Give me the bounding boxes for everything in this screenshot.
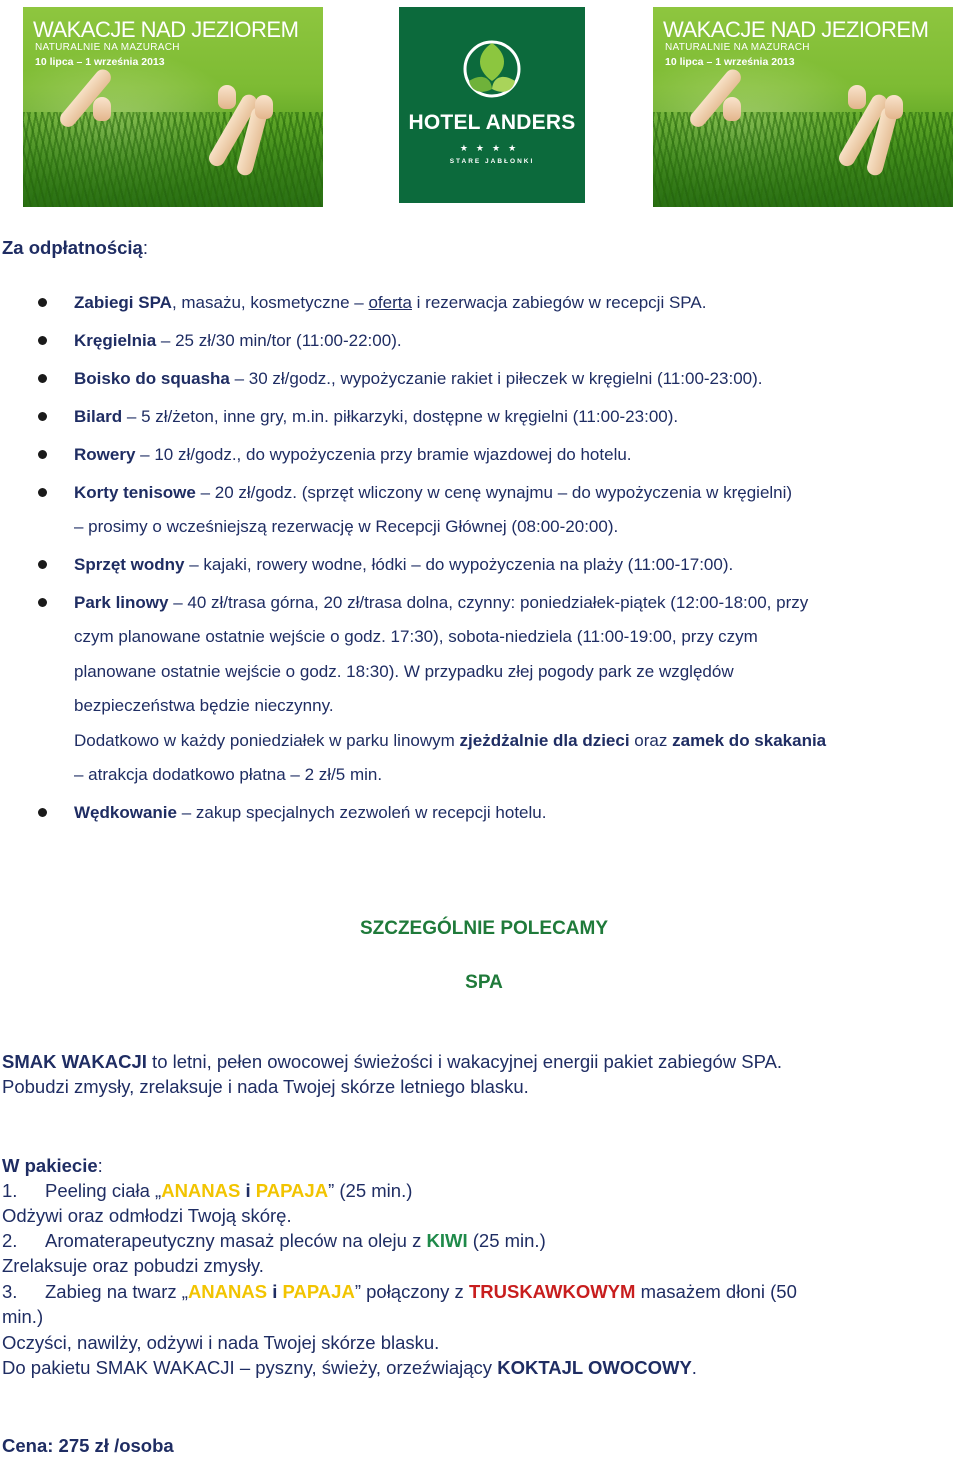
banner-title: WAKACJE NAD JEZIOREM — [33, 17, 299, 42]
package-item-1-note: Odżywi oraz odmłodzi Twoją skórę. — [2, 1205, 292, 1226]
banner-dates: 10 lipca – 1 września 2013 — [35, 56, 165, 68]
list-item: Park linowy – 40 zł/trasa górna, 20 zł/trasa dolna, czynny: poniedziałek-piątek (12:00-18:00, przy — [74, 593, 809, 612]
list-item: Rowery – 10 zł/godz., do wypożyczenia przy bramie wjazdowej do hotelu. — [74, 445, 632, 464]
package-includes: W pakiecie: — [2, 1155, 103, 1176]
banner-right — [653, 7, 953, 207]
package-item-3-wrap: min.) — [2, 1306, 44, 1327]
list-item: Korty tenisowe – 20 zł/godz. (sprzęt wliczony w cenę wynajmu – do wypożyczenia w kręgielni) — [74, 483, 793, 502]
package-drink: Do pakietu SMAK WAKACJI – pyszny, świeży, orzeźwiający KOKTAJL OWOCOWY. — [2, 1357, 697, 1378]
bullet-icon — [38, 560, 47, 569]
list-item: Zabiegi SPA, masażu, kosmetyczne – oferta i rezerwacja zabiegów w recepcji SPA. — [74, 293, 707, 312]
package-price: Cena: 275 zł /osoba — [2, 1435, 174, 1456]
list-item: Kręgielnia – 25 zł/30 min/tor (11:00-22:00). — [74, 331, 402, 350]
list-item: Bilard – 5 zł/żeton, inne gry, m.in. piłkarzyki, dostępne w kręgielni (11:00-23:00). — [74, 407, 679, 426]
package-name: SMAK WAKACJI — [2, 1051, 147, 1072]
foot-image — [93, 97, 111, 121]
leaf-logo-icon — [457, 29, 527, 109]
bullet-icon — [38, 450, 47, 459]
bullet-icon — [38, 488, 47, 497]
foot-image — [255, 95, 273, 119]
oferta-link[interactable]: oferta — [368, 293, 412, 312]
foot-image — [723, 97, 741, 121]
heading-text: Za odpłatnością — [2, 237, 143, 258]
bullet-icon — [38, 412, 47, 421]
list-item: Sprzęt wodny – kajaki, rowery wodne, łódki – do wypożyczenia na plaży (11:00-17:00). — [74, 555, 734, 574]
heading-colon: : — [142, 237, 148, 258]
package-desc: SMAK WAKACJI to letni, pełen owocowej świeżości i wakacyjnej energii pakiet zabiegów SPA. — [2, 1051, 783, 1072]
bullet-icon — [38, 336, 47, 345]
banner-left — [23, 7, 323, 207]
list-item-continuation: bezpieczeństwa będzie nieczynny. — [74, 696, 334, 715]
hotel-stars: ★★★★ — [459, 143, 525, 153]
list-item-continuation: – prosimy o wcześniejszą rezerwację w Recepcji Głównej (08:00-20:00). — [74, 517, 619, 536]
hotel-location: STARE JABŁONKI — [449, 158, 535, 165]
recommend-subtitle: SPA — [465, 972, 503, 993]
recommend-title: SZCZEGÓLNIE POLECAMY — [359, 918, 609, 939]
list-item-continuation: – atrakcja dodatkowo płatna – 2 zł/5 min. — [74, 765, 383, 784]
bullet-icon — [38, 374, 47, 383]
bullet-icon — [38, 808, 47, 817]
foot-image — [218, 85, 236, 109]
package-item-2-note: Zrelaksuje oraz pobudzi zmysły. — [2, 1255, 264, 1276]
section-heading — [2, 236, 148, 260]
hotel-logo — [399, 7, 585, 203]
list-item-continuation: czym planowane ostatnie wejście o godz. 17:30), sobota-niedziela (11:00-19:00, przy czym — [74, 627, 758, 646]
list-item: Boisko do squasha – 30 zł/godz., wypożyczanie rakiet i piłeczek w kręgielni (11:00-23:00). — [74, 369, 763, 388]
list-item-continuation: planowane ostatnie wejście o godz. 18:30). W przypadku złej pogody park ze względów — [74, 662, 734, 681]
banner-subtitle: NATURALNIE NA MAZURACH — [665, 42, 810, 53]
list-item: Wędkowanie – zakup specjalnych zezwoleń w recepcji hotelu. — [74, 803, 547, 822]
banner-dates: 10 lipca – 1 września 2013 — [665, 56, 795, 68]
package-item-2: 2. Aromaterapeutyczny masaż pleców na oleju z KIWI (25 min.) — [2, 1230, 546, 1251]
banner-subtitle: NATURALNIE NA MAZURACH — [35, 42, 180, 53]
banner-title: WAKACJE NAD JEZIOREM — [663, 17, 929, 42]
package-item-1: 1. Peeling ciała „ANANAS i PAPAJA” (25 min.) — [2, 1180, 413, 1201]
bullet-icon — [38, 598, 47, 607]
foot-image — [885, 95, 903, 119]
foot-image — [848, 85, 866, 109]
package-item-3-note: Oczyści, nawilży, odżywi i nada Twojej skórze blasku. — [2, 1332, 440, 1353]
hotel-name: HOTEL ANDERS — [408, 111, 576, 134]
package-item-3: 3. Zabieg na twarz „ANANAS i PAPAJA” połączony z TRUSKAWKOWYM masażem dłoni (50 — [2, 1281, 797, 1302]
bullet-icon — [38, 298, 47, 307]
package-desc-2: Pobudzi zmysły, zrelaksuje i nada Twojej skórze letniego blasku. — [2, 1076, 529, 1097]
list-item-continuation: Dodatkowo w każdy poniedziałek w parku linowym zjeżdżalnie dla dzieci oraz zamek do skakania — [74, 731, 827, 750]
